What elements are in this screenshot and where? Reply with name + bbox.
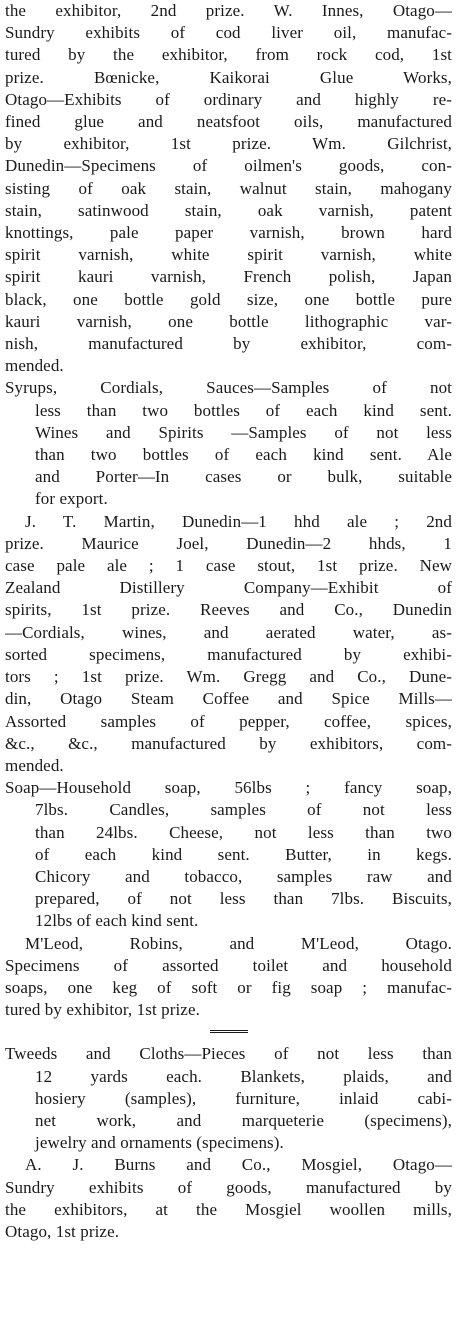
award-paragraph [5, 933, 452, 1022]
text-line: and Porter—In cases or bulk, suitable [35, 467, 452, 487]
text-line: Sundry exhibits of cod liver oil, manufac- [5, 23, 452, 43]
text-line: Chicory and tobacco, samples raw and [35, 866, 452, 886]
text-line: prize. Maurice Joel, Dunedin—2 hhds, 1 [5, 533, 452, 553]
text-line: tured by the exhibitor, from rock cod, 1st [5, 45, 452, 65]
text-line: 12 yards each. Blankets, plaids, and [35, 1066, 452, 1086]
text-line: —Cordials, wines, and aerated water, as- [5, 622, 452, 642]
text-line: hosiery (samples), furniture, inlaid cabi- [35, 1088, 452, 1108]
text-line: stain, satinwood stain, oak varnish, patent [5, 200, 452, 220]
text-line: fined glue and neatsfoot oils, manufactured [5, 112, 452, 132]
text-line: Otago—Exhibits of ordinary and highly re- [5, 89, 452, 109]
text-line: Specimens of assorted toilet and household [5, 955, 452, 975]
text-line: the exhibitor, 2nd prize. W. Innes, Otago— [5, 1, 452, 20]
text-line: Syrups, Cordials, Sauces—Samples of not [5, 378, 452, 398]
text-line: nish, manufactured by exhibitor, com- [5, 334, 452, 354]
text-line: black, one bottle gold size, one bottle pure [5, 289, 452, 309]
award-paragraph [5, 511, 452, 777]
text-line: than 24lbs. Cheese, not less than two [35, 822, 452, 842]
text-line: soaps, one keg of soft or fig soap ; manufac- [5, 977, 452, 997]
text-line: prize. Bœnicke, Kaikorai Glue Works, [5, 67, 452, 87]
section-divider [5, 1021, 452, 1043]
text-line: tors ; 1st prize. Wm. Gregg and Co., Dune- [5, 667, 452, 687]
award-paragraph [5, 0, 452, 377]
text-line: prepared, of not less than 7lbs. Biscuits, [35, 889, 452, 909]
exhibit-class-heading [5, 777, 452, 932]
text-line: the exhibitors, at the Mosgiel woollen mills, [5, 1199, 452, 1219]
text-line: jewelry and ornaments (specimens). [35, 1133, 284, 1153]
text-line: Zealand Distillery Company—Exhibit of [5, 578, 452, 598]
text-line: A. J. Burns and Co., Mosgiel, Otago— [25, 1155, 452, 1175]
text-line: din, Otago Steam Coffee and Spice Mills— [5, 689, 452, 709]
exhibit-class-heading [5, 377, 452, 510]
text-line: kauri varnish, one bottle lithographic var- [5, 311, 452, 331]
text-line: of each kind sent. Butter, in kegs. [35, 844, 452, 864]
text-line: Tweeds and Cloths—Pieces of not less than [5, 1044, 452, 1064]
text-line: sisting of oak stain, walnut stain, mahogany [5, 178, 452, 198]
text-line: than two bottles of each kind sent. Ale [35, 445, 452, 465]
text-line: spirits, 1st prize. Reeves and Co., Dunedin [5, 600, 452, 620]
text-line: Soap—Household soap, 56lbs ; fancy soap, [5, 778, 452, 798]
text-line: sorted specimens, manufactured by exhibi- [5, 644, 452, 664]
text-line: spirit kauri varnish, French polish, Japan [5, 267, 452, 287]
text-line: J. T. Martin, Dunedin—1 hhd ale ; 2nd [25, 511, 452, 531]
text-line: Wines and Spirits —Samples of not less [35, 422, 452, 442]
text-line: 12lbs of each kind sent. [35, 911, 199, 931]
text-line: &c., &c., manufactured by exhibitors, com- [5, 733, 452, 753]
text-line: mended. [5, 356, 64, 376]
text-line: knottings, pale paper varnish, brown hard [5, 223, 452, 243]
text-line: tured by exhibitor, 1st prize. [5, 1000, 200, 1020]
text-line: mended. [5, 755, 64, 775]
text-line: Otago, 1st prize. [5, 1221, 120, 1241]
text-line: M'Leod, Robins, and M'Leod, Otago. [25, 933, 452, 953]
award-paragraph [5, 1154, 452, 1243]
text-line: spirit varnish, white spirit varnish, white [5, 245, 452, 265]
text-line: by exhibitor, 1st prize. Wm. Gilchrist, [5, 134, 452, 154]
article-body [5, 0, 452, 1243]
text-line: Dunedin—Specimens of oilmen's goods, con- [5, 156, 452, 176]
text-line: Sundry exhibits of goods, manufactured by [5, 1177, 452, 1197]
text-line: Assorted samples of pepper, coffee, spices, [5, 711, 452, 731]
text-line: case pale ale ; 1 case stout, 1st prize. New [5, 556, 452, 576]
divider-rule [210, 1030, 248, 1035]
text-line: 7lbs. Candles, samples of not less [35, 800, 452, 820]
exhibit-class-heading [5, 1043, 452, 1154]
text-line: for export. [35, 489, 108, 509]
text-line: net work, and marqueterie (specimens), [35, 1110, 452, 1130]
text-line: less than two bottles of each kind sent. [35, 400, 452, 420]
